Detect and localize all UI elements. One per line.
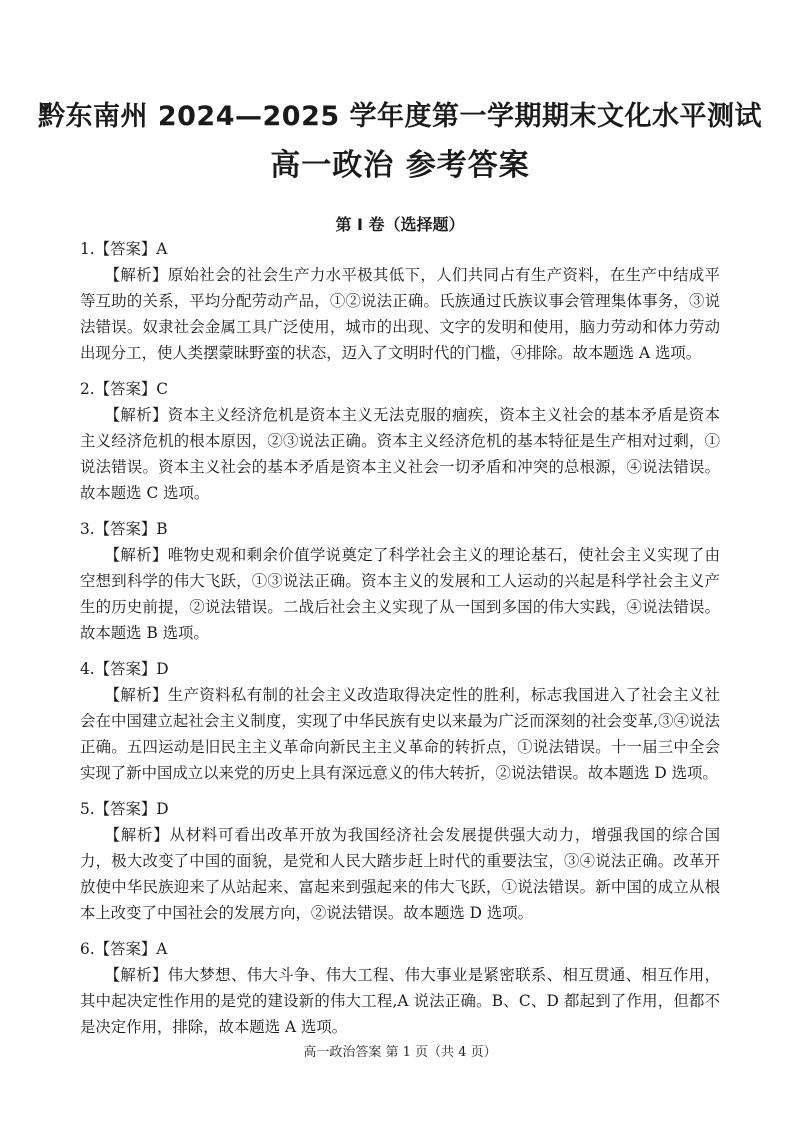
question-list <box>80 236 720 1050</box>
question-item <box>80 376 720 506</box>
answer-line: 5.【答案】D <box>80 800 169 818</box>
explanation-text: 【解析】原始社会的社会生产力水平极其低下，人们共同占有生产资料，在生产中结成平等互助的关系，平均分配劳动产品，①②说法正确。氏族通过氏族议事会管理集体事务，③说法错误。奴隶社会金属工具广泛使用，城市的出现、文字的发明和使用，脑力劳动和体力劳动出现分工，使人类摆蒙昧野蛮的状态，迈入了文明时代的门槛，④排除。故本题选 A 选项。 <box>80 266 720 362</box>
answer-line: 3.【答案】B <box>80 520 168 538</box>
explanation-text: 【解析】唯物史观和剩余价值学说奠定了科学社会主义的理论基石，使社会主义实现了由空想到科学的伟大飞跃，①③说法正确。资本主义的发展和工人运动的兴起是科学社会主义产生的历史前提，②说法错误。二战后社会主义实现了从一国到多国的伟大实践，④说法错误。故本题选 B 选项。 <box>80 546 720 642</box>
question-item <box>80 796 720 926</box>
document-title: 黔东南州 2024—2025 学年度第一学期期末文化水平测试 <box>37 101 763 132</box>
question-item <box>80 516 720 646</box>
answer-line: 4.【答案】D <box>80 660 169 678</box>
explanation-text: 【解析】伟大梦想、伟大斗争、伟大工程、伟大事业是紧密联系、相互贯通、相互作用，其中起决定性作用的是党的建设新的伟大工程,A 说法正确。B、C、D 都起到了作用，但都不是决定作用，排除，故本题选 A 选项。 <box>80 966 720 1036</box>
section-title: 第 I 卷（选择题） <box>335 215 465 234</box>
explanation-text: 【解析】资本主义经济危机是资本主义无法克服的痼疾，资本主义社会的基本矛盾是资本主义经济危机的根本原因，②③说法正确。资本主义经济危机的基本特征是生产相对过剩，①说法错误。资本主义社会的基本矛盾是资本主义社会一切矛盾和冲突的总根源，④说法错误。故本题选 C 选项。 <box>80 406 720 502</box>
answer-line: 6.【答案】A <box>80 940 168 958</box>
question-item <box>80 656 720 786</box>
answer-line: 2.【答案】C <box>80 380 169 398</box>
page-footer: 高一政治答案 第 1 页（共 4 页） <box>303 1045 497 1060</box>
answer-line: 1.【答案】A <box>80 240 168 258</box>
document-subtitle: 高一政治 参考答案 <box>270 148 530 183</box>
explanation-text: 【解析】从材料可看出改革开放为我国经济社会发展提供强大动力，增强我国的综合国力，极大改变了中国的面貌，是党和人民大踏步赶上时代的重要法宝，③④说法正确。改革开放使中华民族迎来了从站起来、富起来到强起来的伟大飞跃，①说法错误。新中国的成立从根本上改变了中国社会的发展方向，②说法错误。故本题选 D 选项。 <box>80 826 720 922</box>
question-item <box>80 236 720 366</box>
question-item <box>80 936 720 1040</box>
explanation-text: 【解析】生产资料私有制的社会主义改造取得决定性的胜利，标志我国进入了社会主义社会在中国建立起社会主义制度，实现了中华民族有史以来最为广泛而深刻的社会变革,③④说法正确。五四运动是旧民主主义革命向新民主主义革命的转折点，①说法错误。十一届三中全会实现了新中国成立以来党的历史上具有深远意义的伟大转折，②说法错误。故本题选 D 选项。 <box>80 686 720 782</box>
